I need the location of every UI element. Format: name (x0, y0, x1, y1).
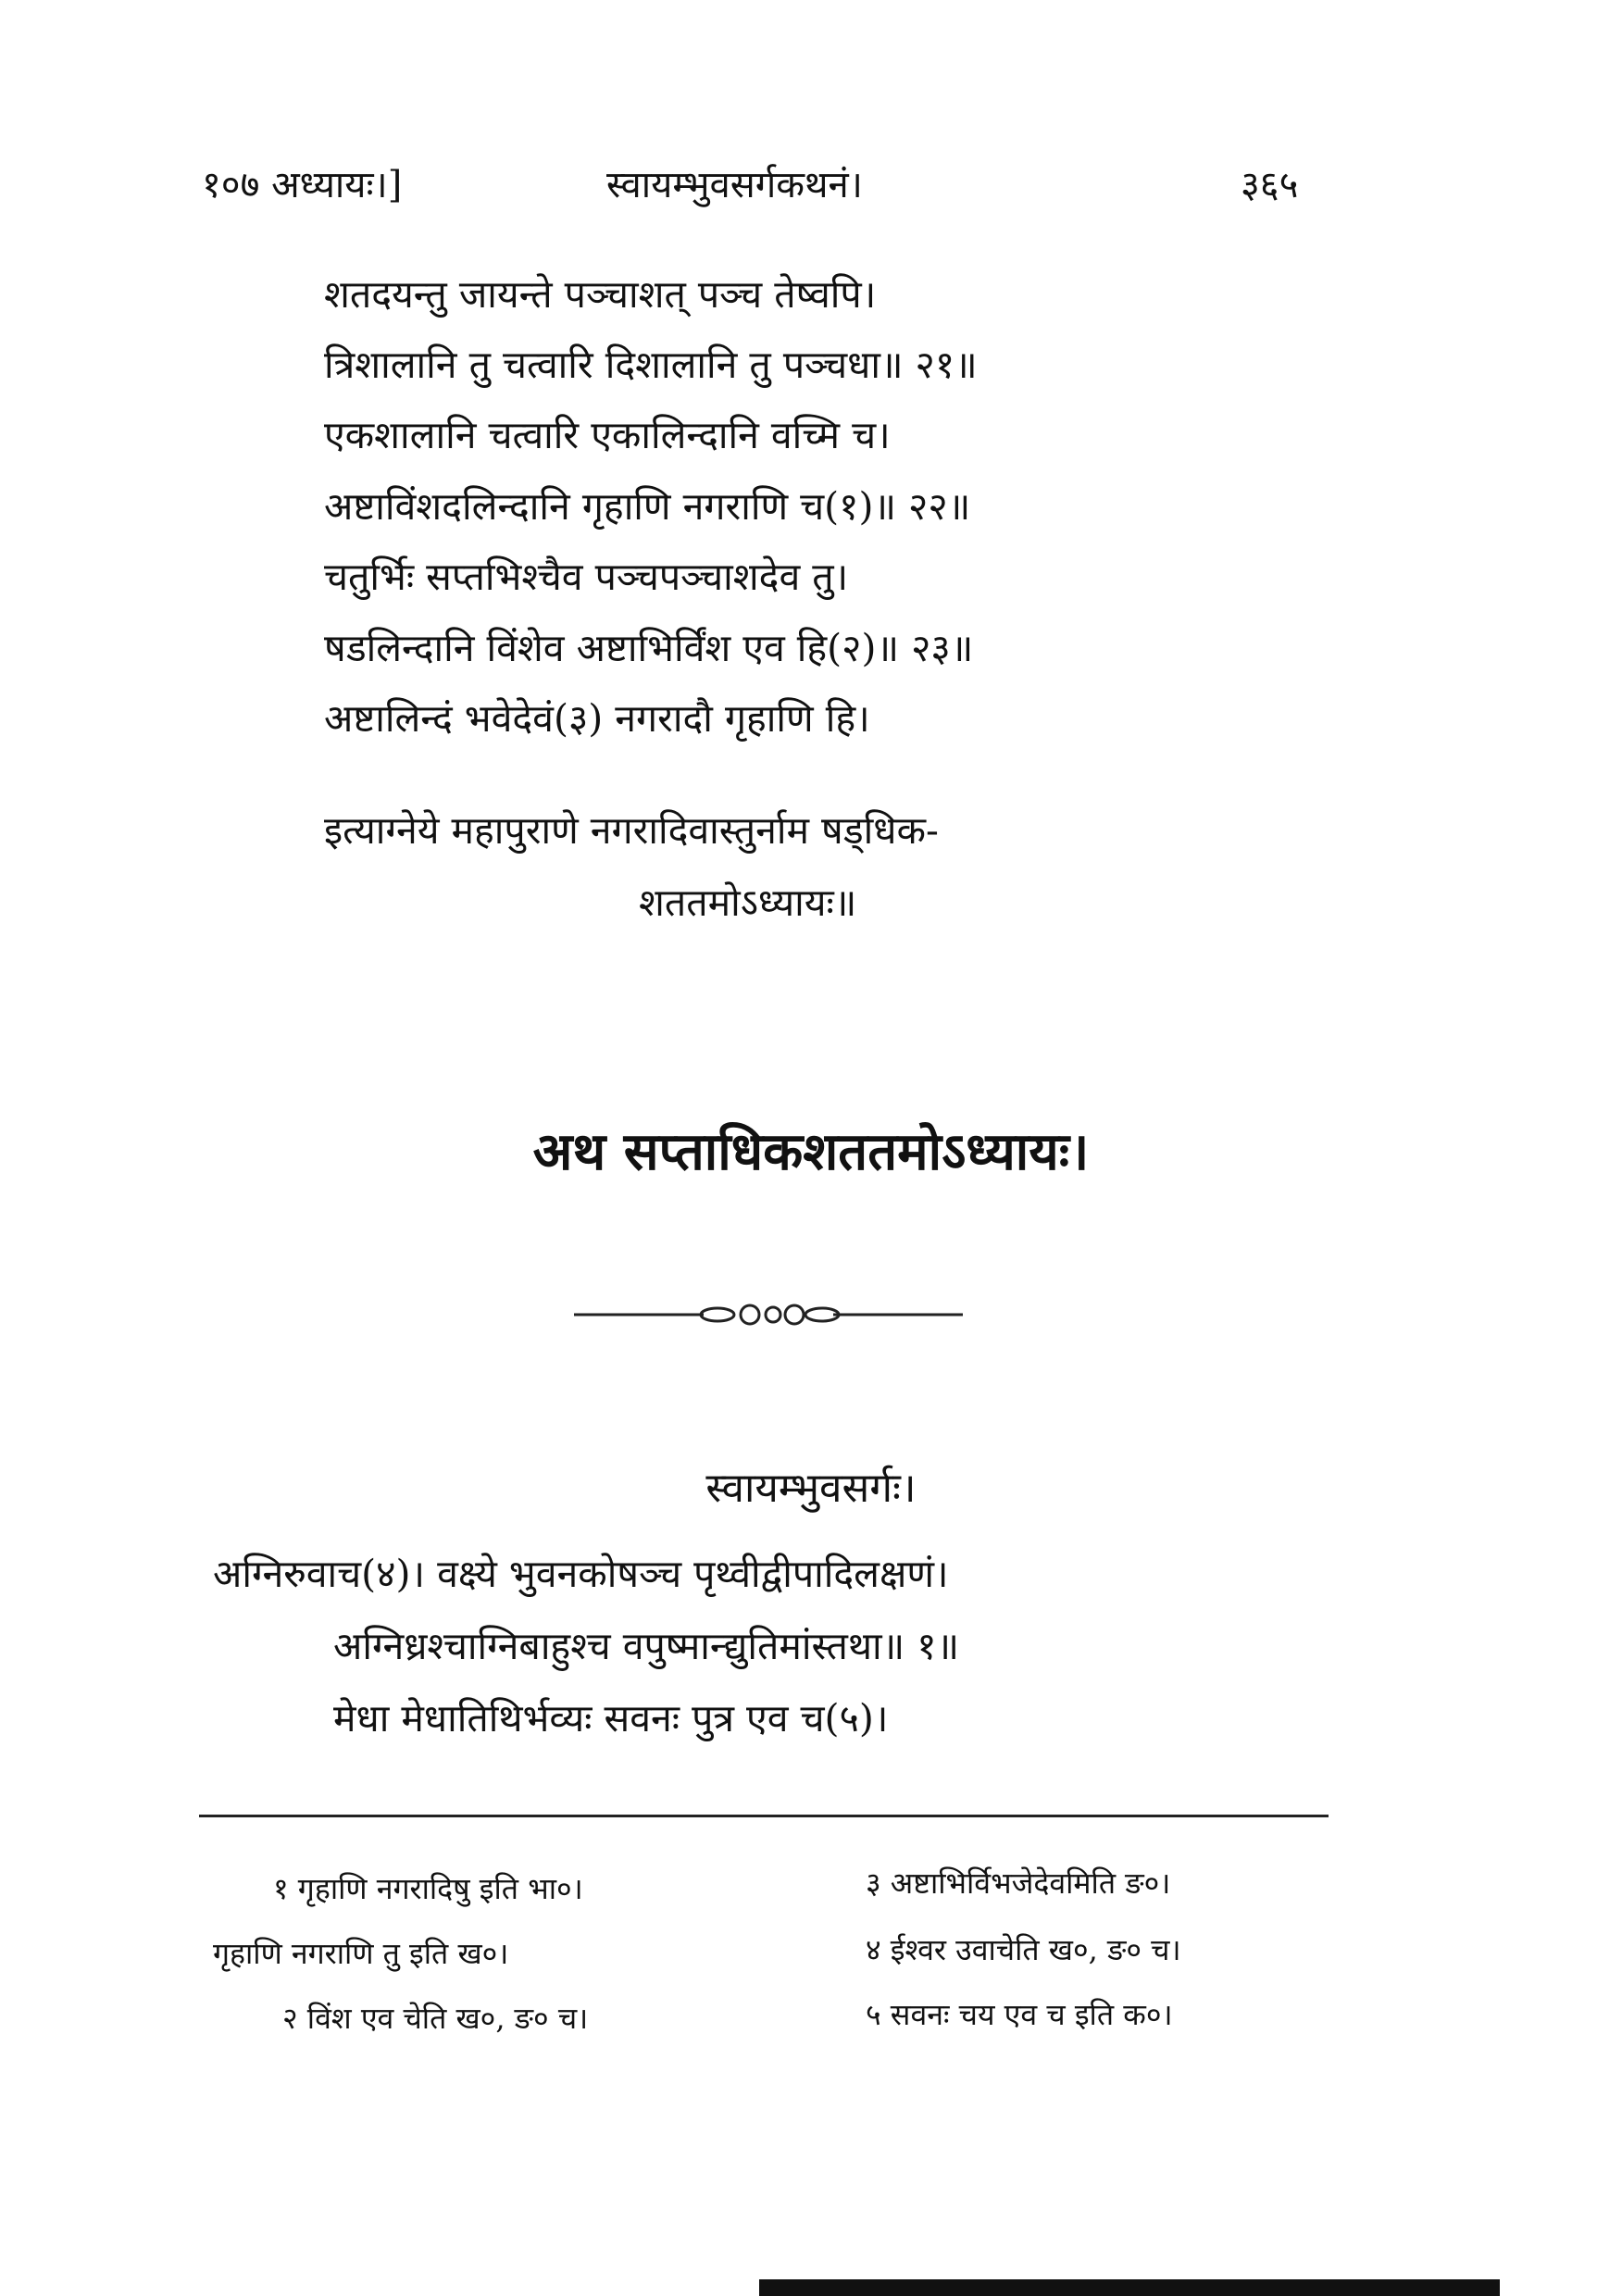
verse-line: अष्टाविंशदलिन्दानि गृहाणि नगराणि च(१)॥ २२॥ (324, 484, 971, 529)
verse-line: अग्निरुवाच(४)। वक्ष्ये भुवनकोषञ्च पृथ्वीद्वीपादिलक्षणं। (213, 1552, 949, 1596)
colophon-line-2: शततमोऽध्यायः॥ (639, 880, 857, 925)
footnote: ४ ईश्वर उवाचेति ख०, ङ० च। (866, 1932, 1181, 1967)
footnote-separator (199, 1815, 1329, 1817)
chapter-title: अथ सप्ताधिकशततमोऽध्यायः। (532, 1121, 1090, 1182)
page-number: ३६५ (1241, 164, 1299, 206)
verse-line: षडलिन्दानि विंशेव अष्टाभिर्विंश एव हि(२)॥ २३॥ (324, 626, 974, 670)
section-title: स्वायम्भुवसर्गः। (705, 1465, 917, 1512)
verse-line: एकशालानि चत्वारि एकालिन्दानि वच्मि च। (324, 413, 891, 457)
running-header-title: स्वायम्भुवसर्गकथनं। (606, 164, 863, 206)
ornament-divider (574, 1292, 963, 1338)
running-header-chapter: १०७ अध्यायः।] (202, 164, 403, 206)
verse-line: त्रिशालानि तु चत्वारि दिशालानि तु पञ्चधा॥ २१॥ (324, 343, 978, 387)
footnote: गृहाणि नगराणि तु इति ख०। (213, 1936, 509, 1971)
footnote: १ गृहाणि नगरादिषु इति भा०। (273, 1871, 583, 1906)
footnote: २ विंश एव चेति ख०, ङ० च। (282, 2001, 589, 2036)
verse-line: मेधा मेधातिथिर्भव्यः सवनः पुत्र एव च(५)। (333, 1696, 889, 1741)
footnote: ५ सवनः चय एव च इति क०। (866, 1997, 1173, 2032)
scan-edge-bar (759, 2279, 1500, 2296)
colophon-line-1: इत्याग्नेये महापुराणे नगरादिवास्तुर्नाम षड्धिक- (324, 808, 939, 853)
footnote: ३ अष्टाभिर्विभजेदेवमिति ङ०। (866, 1866, 1171, 1901)
verse-line: अग्निध्रश्चाग्निबाहुश्च वपुष्मान्द्युतिमांस्तथा॥ १॥ (333, 1624, 960, 1668)
verse-line: अष्टालिन्दं भवेदेवं(३) नगरादौ गृहाणि हि। (324, 696, 870, 741)
verse-line: चतुर्भिः सप्तभिश्चैव पञ्चपञ्चाशदेव तु। (324, 555, 849, 599)
verse-line: शतदयन्तु जायन्ते पञ्चाशत् पञ्च तेष्वपि। (324, 272, 877, 317)
